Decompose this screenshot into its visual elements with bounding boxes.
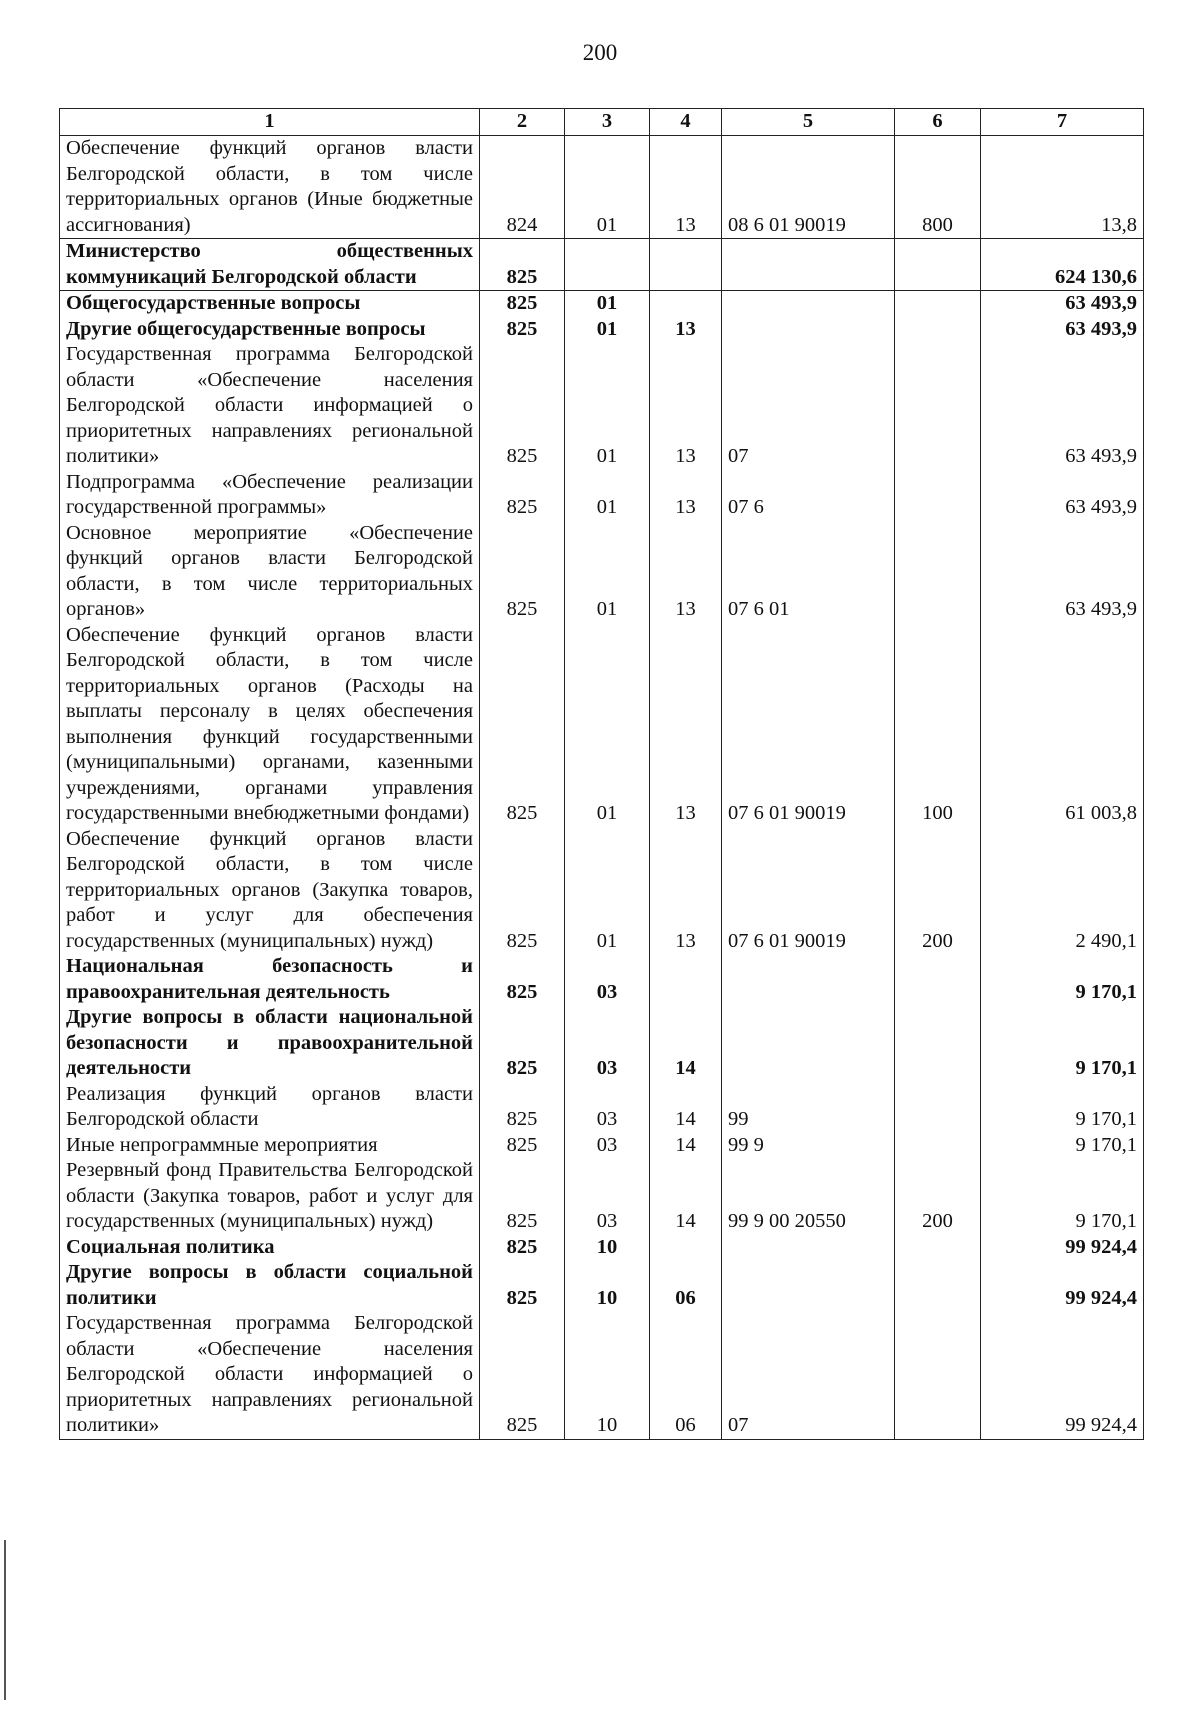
row-admin-code-cell: 825 <box>480 291 565 317</box>
row-name-cell: Государственная программа Белгородской области «Обеспечение населения Белгородской области информацией о приоритетных направлениях региональной политики» <box>60 342 480 470</box>
row-subsection-cell <box>650 1235 722 1261</box>
table-row <box>60 1133 1144 1159</box>
row-admin-code-cell: 825 <box>480 1311 565 1439</box>
row-target-article-cell: 07 6 01 90019 <box>722 827 895 955</box>
row-amount-cell: 9 170,1 <box>981 1158 1144 1235</box>
row-admin-code-cell: 825 <box>480 827 565 955</box>
row-section-cell: 01 <box>565 342 650 470</box>
scan-edge-mark <box>4 1540 6 1700</box>
row-target-article-cell: 07 6 <box>722 470 895 521</box>
row-target-article-cell <box>722 317 895 343</box>
row-section-cell: 01 <box>565 623 650 827</box>
row-target-article-cell <box>722 1005 895 1082</box>
row-section-cell: 01 <box>565 136 650 239</box>
table-row <box>60 136 1144 239</box>
row-target-article-cell <box>722 291 895 317</box>
row-expense-type-cell <box>895 1082 981 1133</box>
table-row <box>60 1235 1144 1261</box>
row-subsection-cell: 06 <box>650 1311 722 1439</box>
row-amount-cell: 624 130,6 <box>981 239 1144 291</box>
row-expense-type-cell <box>895 291 981 317</box>
page-number: 200 <box>582 40 618 65</box>
row-name-cell: Государственная программа Белгородской области «Обеспечение населения Белгородской области информацией о приоритетных направлениях региональной политики» <box>60 1311 480 1439</box>
row-section-cell: 01 <box>565 317 650 343</box>
row-target-article-cell <box>722 239 895 291</box>
row-subsection-cell: 14 <box>650 1082 722 1133</box>
table-row <box>60 954 1144 1005</box>
row-section-cell: 01 <box>565 521 650 623</box>
table-row <box>60 827 1144 955</box>
row-admin-code-cell: 825 <box>480 1235 565 1261</box>
row-amount-cell: 99 924,4 <box>981 1235 1144 1261</box>
row-amount-cell: 9 170,1 <box>981 1133 1144 1159</box>
header-row <box>60 109 1144 136</box>
row-amount-cell: 9 170,1 <box>981 1005 1144 1082</box>
row-subsection-cell: 13 <box>650 827 722 955</box>
row-amount-cell: 99 924,4 <box>981 1260 1144 1311</box>
row-admin-code-cell: 825 <box>480 342 565 470</box>
row-section-cell: 01 <box>565 470 650 521</box>
row-name-cell: Резервный фонд Правительства Белгородской области (Закупка товаров, работ и услуг для государственных (муниципальных) нужд) <box>60 1158 480 1235</box>
table-row <box>60 1260 1144 1311</box>
header-col-6: 6 <box>895 109 981 136</box>
row-target-article-cell: 99 9 <box>722 1133 895 1159</box>
row-subsection-cell: 13 <box>650 317 722 343</box>
row-expense-type-cell <box>895 954 981 1005</box>
row-admin-code-cell: 825 <box>480 239 565 291</box>
row-expense-type-cell: 800 <box>895 136 981 239</box>
header-col-5: 5 <box>722 109 895 136</box>
table-row <box>60 1082 1144 1133</box>
row-amount-cell: 63 493,9 <box>981 291 1144 317</box>
table-row <box>60 521 1144 623</box>
row-expense-type-cell <box>895 1260 981 1311</box>
row-admin-code-cell: 825 <box>480 521 565 623</box>
row-amount-cell: 63 493,9 <box>981 342 1144 470</box>
row-target-article-cell: 07 <box>722 1311 895 1439</box>
row-name-cell: Другие вопросы в области национальной безопасности и правоохранительной деятельности <box>60 1005 480 1082</box>
header-col-3: 3 <box>565 109 650 136</box>
row-target-article-cell: 07 <box>722 342 895 470</box>
table-row <box>60 239 1144 291</box>
row-expense-type-cell <box>895 470 981 521</box>
row-admin-code-cell: 825 <box>480 623 565 827</box>
row-admin-code-cell: 825 <box>480 1260 565 1311</box>
row-expense-type-cell <box>895 1235 981 1261</box>
row-section-cell: 03 <box>565 1158 650 1235</box>
row-admin-code-cell: 825 <box>480 1158 565 1235</box>
row-name-cell: Другие общегосударственные вопросы <box>60 317 480 343</box>
row-name-cell: Основное мероприятие «Обеспечение функций органов власти Белгородской области, в том числе территориальных органов» <box>60 521 480 623</box>
row-name-cell: Иные непрограммные мероприятия <box>60 1133 480 1159</box>
row-admin-code-cell: 825 <box>480 1133 565 1159</box>
row-amount-cell: 9 170,1 <box>981 954 1144 1005</box>
row-admin-code-cell: 825 <box>480 317 565 343</box>
row-section-cell: 10 <box>565 1311 650 1439</box>
row-expense-type-cell: 100 <box>895 623 981 827</box>
row-target-article-cell: 99 9 00 20550 <box>722 1158 895 1235</box>
row-name-cell: Другие вопросы в области социальной политики <box>60 1260 480 1311</box>
row-amount-cell: 63 493,9 <box>981 470 1144 521</box>
row-target-article-cell <box>722 1260 895 1311</box>
row-name-cell: Обеспечение функций органов власти Белгородской области, в том числе территориальных органов (Расходы на выплаты персоналу в целях обеспечения выполнения функций государственными (муниципальными) органами, казенными учреждениями, органами управления государственными внебюджетными фондами) <box>60 623 480 827</box>
row-section-cell: 03 <box>565 1082 650 1133</box>
row-expense-type-cell: 200 <box>895 827 981 955</box>
row-name-cell: Реализация функций органов власти Белгородской области <box>60 1082 480 1133</box>
row-name-cell: Национальная безопасность и правоохранительная деятельность <box>60 954 480 1005</box>
row-name-cell: Министерство общественных коммуникаций Белгородской области <box>60 239 480 291</box>
row-expense-type-cell <box>895 1311 981 1439</box>
row-target-article-cell <box>722 954 895 1005</box>
header-col-7: 7 <box>981 109 1144 136</box>
row-expense-type-cell <box>895 239 981 291</box>
table-row <box>60 291 1144 317</box>
table-header <box>60 109 1144 136</box>
row-expense-type-cell <box>895 1005 981 1082</box>
row-expense-type-cell <box>895 521 981 623</box>
header-col-1: 1 <box>60 109 480 136</box>
row-target-article-cell: 07 6 01 90019 <box>722 623 895 827</box>
row-subsection-cell: 13 <box>650 623 722 827</box>
row-amount-cell: 61 003,8 <box>981 623 1144 827</box>
row-section-cell: 10 <box>565 1235 650 1261</box>
row-section-cell: 03 <box>565 1005 650 1082</box>
row-subsection-cell: 13 <box>650 342 722 470</box>
row-name-cell: Социальная политика <box>60 1235 480 1261</box>
row-amount-cell: 99 924,4 <box>981 1311 1144 1439</box>
row-target-article-cell <box>722 1235 895 1261</box>
header-col-2: 2 <box>480 109 565 136</box>
table-row <box>60 623 1144 827</box>
row-amount-cell: 2 490,1 <box>981 827 1144 955</box>
row-subsection-cell <box>650 954 722 1005</box>
row-subsection-cell: 14 <box>650 1005 722 1082</box>
row-admin-code-cell: 824 <box>480 136 565 239</box>
row-subsection-cell: 14 <box>650 1158 722 1235</box>
row-expense-type-cell <box>895 317 981 343</box>
row-admin-code-cell: 825 <box>480 1005 565 1082</box>
row-target-article-cell: 99 <box>722 1082 895 1133</box>
table-row <box>60 1158 1144 1235</box>
row-expense-type-cell <box>895 1133 981 1159</box>
row-amount-cell: 9 170,1 <box>981 1082 1144 1133</box>
row-section-cell: 03 <box>565 1133 650 1159</box>
table-row <box>60 1005 1144 1082</box>
row-admin-code-cell: 825 <box>480 1082 565 1133</box>
table-row <box>60 470 1144 521</box>
row-amount-cell: 13,8 <box>981 136 1144 239</box>
row-section-cell: 01 <box>565 827 650 955</box>
row-subsection-cell <box>650 291 722 317</box>
row-admin-code-cell: 825 <box>480 954 565 1005</box>
row-section-cell: 03 <box>565 954 650 1005</box>
row-subsection-cell: 13 <box>650 470 722 521</box>
row-subsection-cell: 13 <box>650 136 722 239</box>
row-section-cell: 10 <box>565 1260 650 1311</box>
row-subsection-cell: 13 <box>650 521 722 623</box>
row-admin-code-cell: 825 <box>480 470 565 521</box>
table-row <box>60 342 1144 470</box>
row-name-cell: Обеспечение функций органов власти Белгородской области, в том числе территориальных органов (Закупка товаров, работ и услуг для обеспечения государственных (муниципальных) нужд) <box>60 827 480 955</box>
row-name-cell: Общегосударственные вопросы <box>60 291 480 317</box>
row-target-article-cell: 07 6 01 <box>722 521 895 623</box>
table-row <box>60 317 1144 343</box>
budget-table <box>59 108 1144 1440</box>
row-expense-type-cell: 200 <box>895 1158 981 1235</box>
row-section-cell <box>565 239 650 291</box>
row-amount-cell: 63 493,9 <box>981 317 1144 343</box>
row-section-cell: 01 <box>565 291 650 317</box>
table-body <box>60 136 1144 1440</box>
row-expense-type-cell <box>895 342 981 470</box>
row-name-cell: Обеспечение функций органов власти Белгородской области, в том числе территориальных органов (Иные бюджетные ассигнования) <box>60 136 480 239</box>
row-target-article-cell: 08 6 01 90019 <box>722 136 895 239</box>
row-amount-cell: 63 493,9 <box>981 521 1144 623</box>
row-subsection-cell <box>650 239 722 291</box>
row-subsection-cell: 06 <box>650 1260 722 1311</box>
row-subsection-cell: 14 <box>650 1133 722 1159</box>
header-col-4: 4 <box>650 109 722 136</box>
row-name-cell: Подпрограмма «Обеспечение реализации государственной программы» <box>60 470 480 521</box>
table-row <box>60 1311 1144 1439</box>
